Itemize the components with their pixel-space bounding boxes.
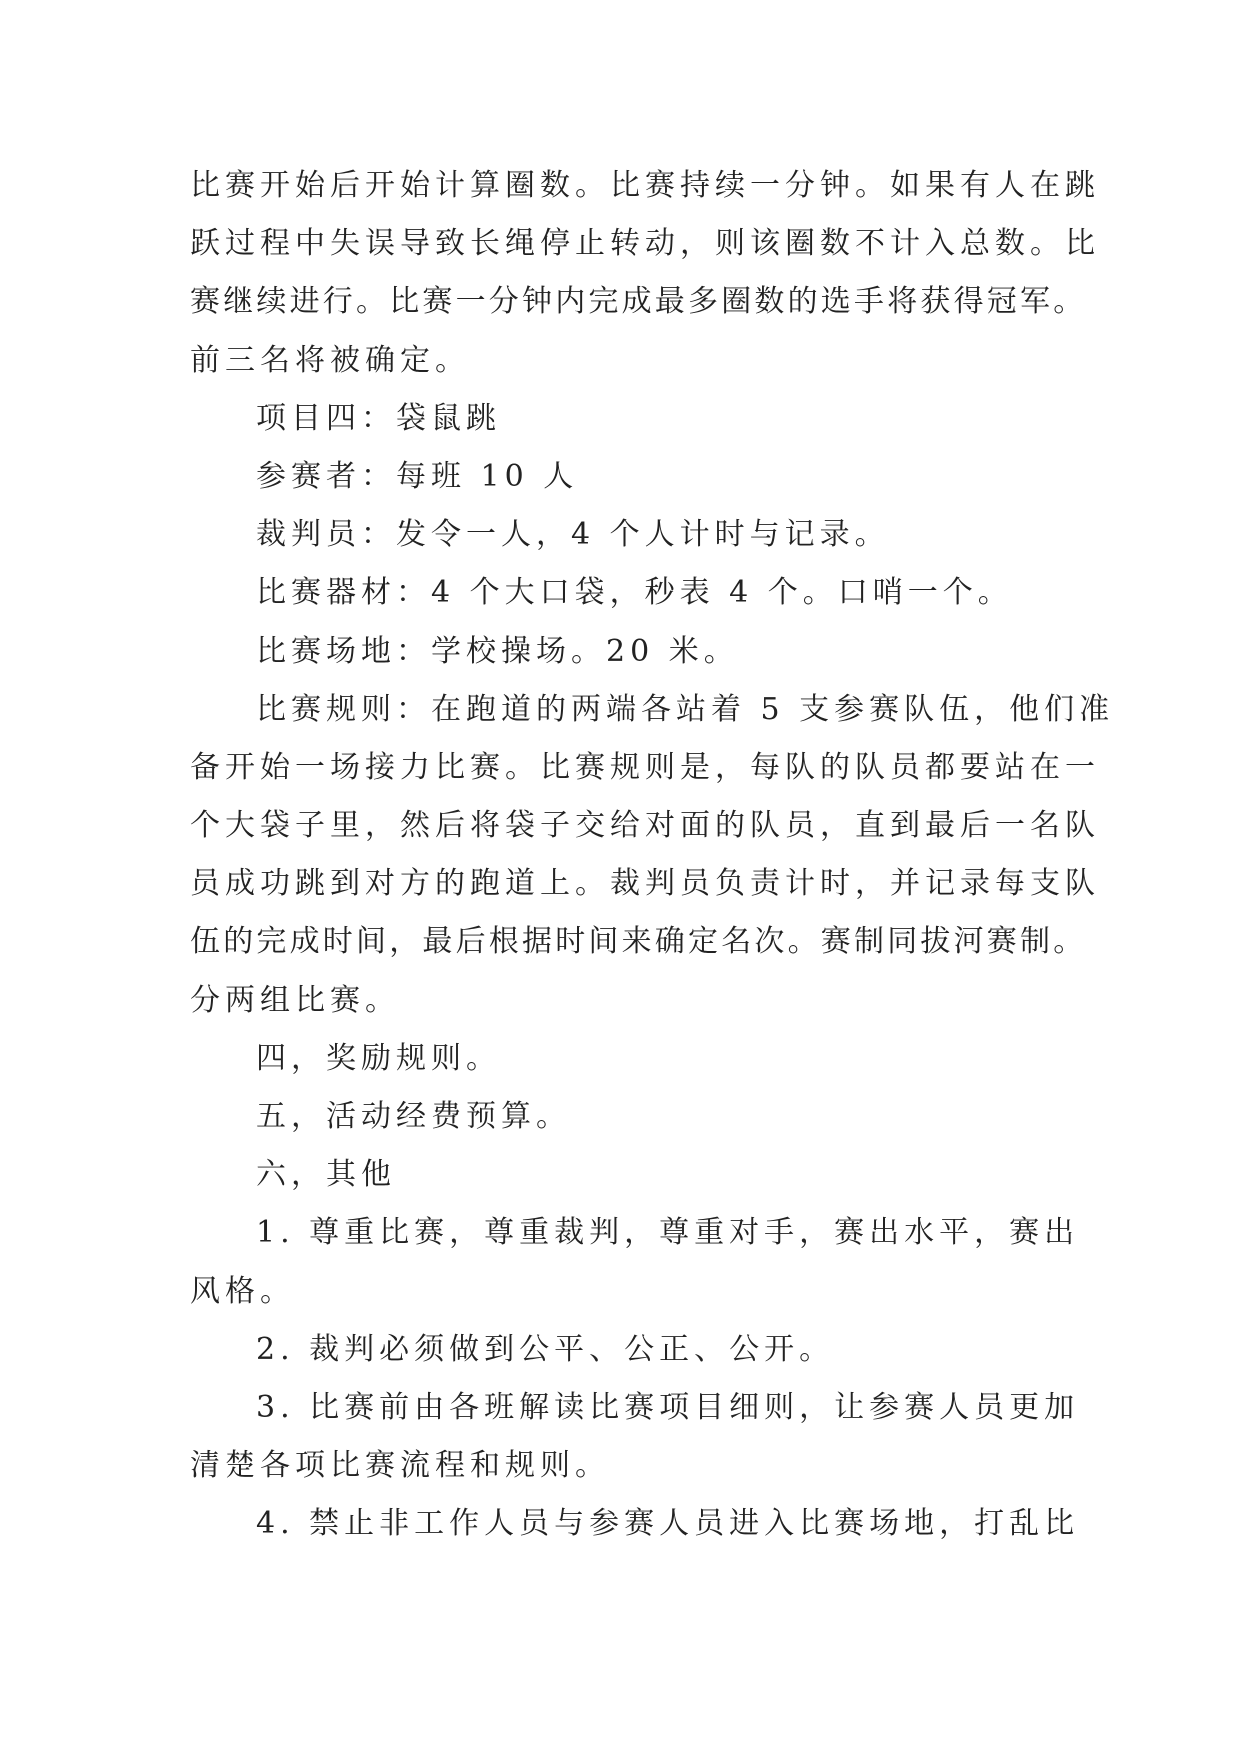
section-heading: 六，其他: [256, 1157, 396, 1193]
list-item: 4. 禁止非工作人员与参赛人员进入比赛场地，打乱比: [256, 1506, 1080, 1542]
paragraph-line: 员成功跳到对方的跑道上。裁判员负责计时，并记录每支队: [190, 866, 1100, 902]
paragraph-line: 个大袋子里，然后将袋子交给对面的队员，直到最后一名队: [190, 808, 1100, 844]
list-item: 3. 比赛前由各班解读比赛项目细则，让参赛人员更加: [256, 1389, 1080, 1425]
paragraph-line: 比赛开始后开始计算圈数。比赛持续一分钟。如果有人在跳: [190, 168, 1100, 203]
section-heading: 五，活动经费预算。: [256, 1099, 571, 1134]
paragraph-line: 风格。: [190, 1273, 295, 1309]
paragraph-line: 跃过程中失误导致长绳停止转动，则该圈数不计入总数。比: [190, 226, 1100, 262]
list-item: 1. 尊重比赛，尊重裁判，尊重对手，赛出水平，赛出: [256, 1215, 1080, 1251]
paragraph-line: 伍的完成时间，最后根据时间来确定名次。赛制同拔河赛制。: [190, 924, 1087, 960]
paragraph-line: 清楚各项比赛流程和规则。: [190, 1448, 610, 1484]
section-heading: 四，奖励规则。: [256, 1040, 501, 1076]
paragraph-line: 比赛规则：在跑道的两端各站着 5 支参赛队伍，他们准: [256, 691, 1115, 727]
paragraph-line: 赛继续进行。比赛一分钟内完成最多圈数的选手将获得冠军。: [190, 284, 1087, 320]
paragraph-line: 分两组比赛。: [190, 982, 400, 1018]
paragraph-line: 备开始一场接力比赛。比赛规则是，每队的队员都要站在一: [190, 749, 1100, 785]
paragraph-line: 比赛场地：学校操场。20 米。: [256, 633, 739, 669]
document-body: [190, 157, 1115, 1554]
section-heading: 项目四：袋鼠跳: [256, 400, 501, 436]
paragraph-line: 比赛器材：4 个大口袋，秒表 4 个。口哨一个。: [256, 575, 1013, 611]
paragraph-line: 裁判员：发令一人，4 个人计时与记录。: [256, 517, 890, 553]
paragraph-line: 前三名将被确定。: [190, 342, 470, 378]
paragraph-line: 参赛者：每班 10 人: [256, 458, 579, 494]
list-item: 2. 裁判必须做到公平、公正、公开。: [256, 1331, 835, 1367]
